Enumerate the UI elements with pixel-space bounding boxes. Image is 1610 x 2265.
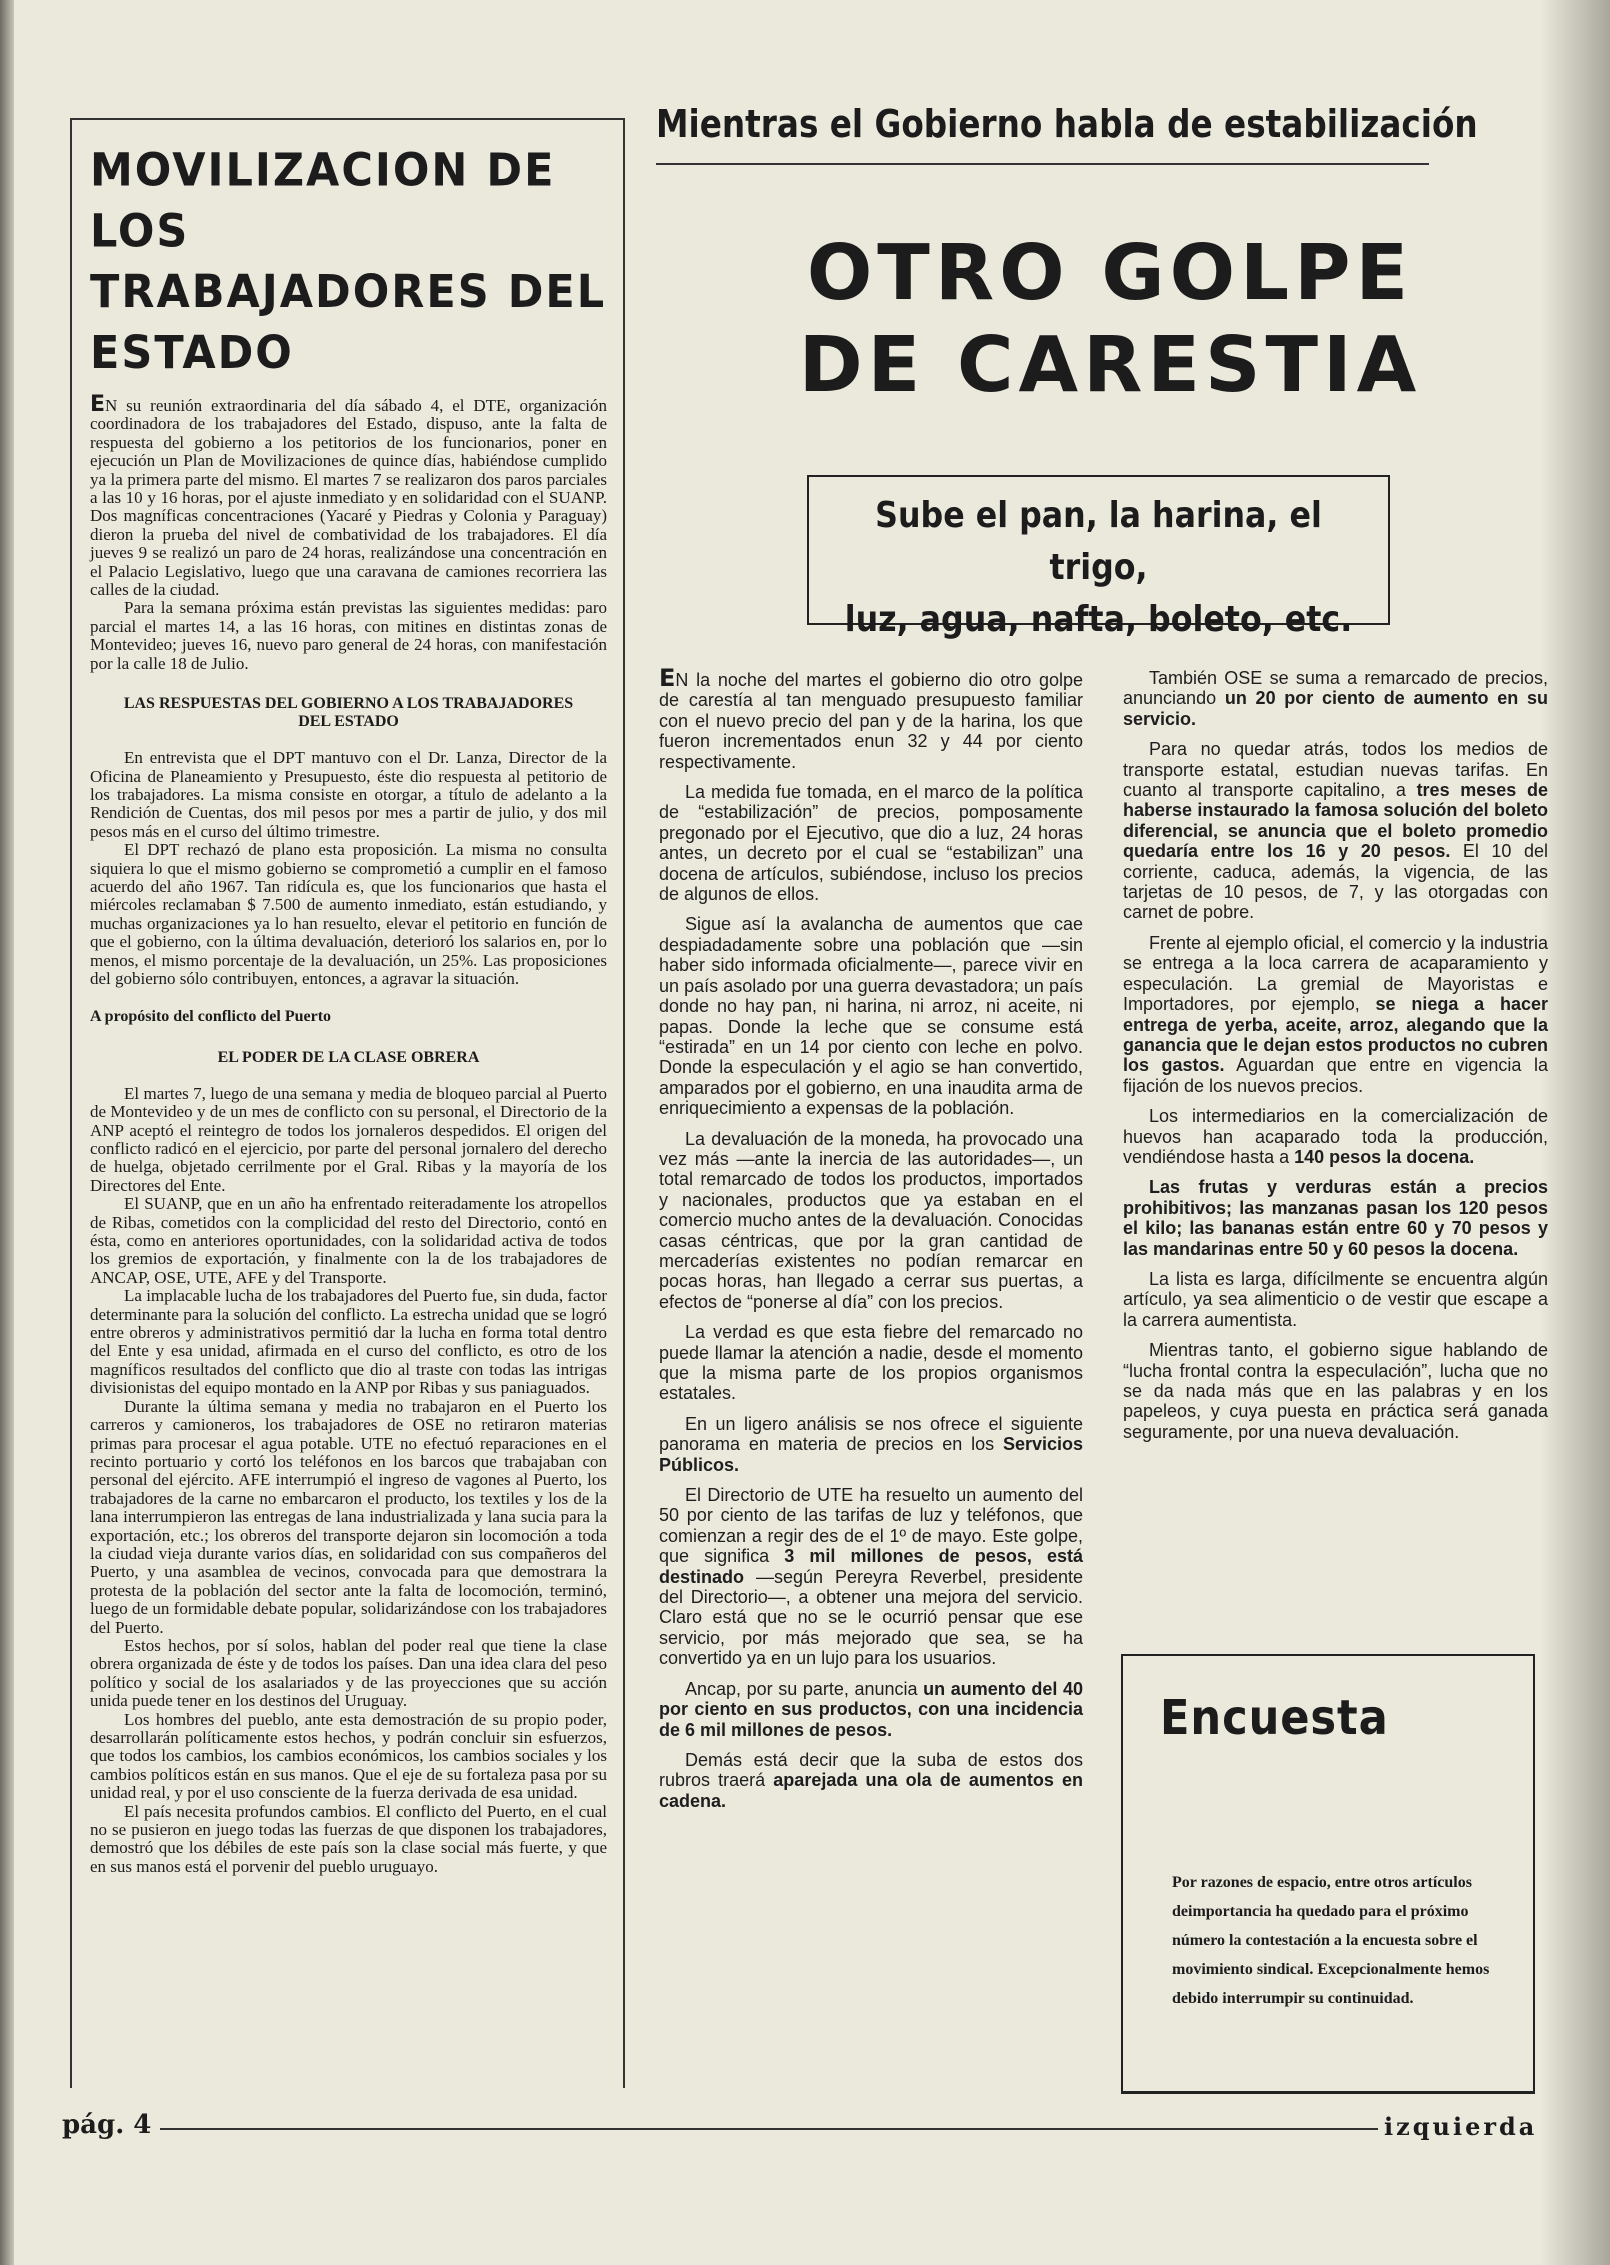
- footer-divider: [160, 2128, 1378, 2130]
- dropcap: E: [90, 392, 106, 417]
- dropcap: E: [659, 664, 676, 692]
- paragraph: Sigue así la avalancha de aumentos que cae despiadadamente sobre una población que —sin haber sido informada oficialmente—, parece vivir en un país asolado por una guerra devastadora; un país donde no hay pan, ni harina, ni arroz, ni aceite, ni papas. Donde la leche que se consume está “estirada” en un 14 por ciento con leche en polvo. Donde la especulación y el agio se han convertido, amparados por el gobierno, en una inaudita arma de enriquecimiento a expensas de la población.: [659, 914, 1083, 1119]
- page-number: pág. 4: [62, 2110, 152, 2140]
- bold-text: 140 pesos la docena.: [1294, 1146, 1475, 1167]
- kicker-headline: Mientras el Gobierno habla de estabilización: [656, 102, 1478, 146]
- paragraph: Estos hechos, por sí solos, hablan del poder real que tiene la clase obrera organizada de éste y de todos los países. Dan una idea clara del peso político y social de los asalariados y de las proyecciones que su acción unida puede tener en los destinos del Uruguay.: [90, 1635, 607, 1711]
- paragraph: [1123, 668, 1548, 729]
- paragraph: [659, 1414, 1083, 1475]
- page-edge-shadow: [0, 0, 14, 2265]
- paragraph: La devaluación de la moneda, ha provocado una vez más —ante la inercia de las autoridades—, un total remarcado de todos los productos, importados y nacionales, productos que ya estaban en el comercio mucho antes de la devaluación. Conocidas casas céntricas, que por la gran cantidad de mercaderías existentes no podían remarcar en pocas horas, han llegado a cerrar sus puertas, a efectos de “ponerse al día” con los precios.: [659, 1128, 1083, 1312]
- bold-text: Servicios Públicos.: [659, 1434, 1083, 1475]
- paragraph: [659, 664, 1083, 772]
- divider: [656, 163, 1429, 165]
- paragraph-text: En un ligero análisis se nos ofrece el siguiente panorama en materia de precios en los: [659, 1413, 1083, 1455]
- section-heading: EL PODER DE LA CLASE OBRERA: [217, 1048, 480, 1066]
- paragraph-text: El 10 del corriente, caduca, además, la vigencia, de las tarjetas de 10 pesos, de 7, y las otorgadas con carnet de pobre.: [1123, 841, 1548, 923]
- publication-name: izquierda: [1384, 2112, 1538, 2141]
- main-headline: [760, 228, 1460, 412]
- paragraph: [90, 392, 607, 600]
- main-headline-line: DE CARESTIA: [798, 321, 1422, 410]
- encuesta-text: Por razones de espacio, entre otros artículos deimportancia ha quedado para el próximo número la contestación a la encuesta sobre el movimiento sindical. Excepcionalmente hemos debido interrumpir su continuidad.: [1172, 1874, 1490, 2007]
- paragraph: El DPT rechazó de plano esta proposición. La misma no consulta siquiera lo que el mismo gobierno se comprometió a cumplir en el famoso acuerdo del año 1967. Tan ridícula es, que los funcionarios que hasta el miércoles reclamaban $ 7.500 de aumento inmediato, están estudiando, y muchas organizaciones ya lo han resuelto, elevar el petitorio en función de que el gobierno, con la última devaluación, deterioró los salarios en, por lo menos, el mismo porcentaje de la devaluación, un 25%. Las proposiciones del gobierno sólo contribuyen, entonces, a agravar la situación.: [90, 840, 607, 988]
- paragraph: Mientras tanto, el gobierno sigue hablando de “lucha frontal contra la especulación”, lucha que no se da nada más que en las palabras y en los papeleos, y cuya puesta en práctica será ganada seguramente, por una nueva devaluación.: [1123, 1340, 1548, 1442]
- left-article: [70, 118, 625, 2088]
- bold-text: un 20 por ciento de aumento en su servicio.: [1123, 688, 1548, 729]
- bold-text: se niega a hacer entrega de yerba, aceite, arroz, alegando que la ganancia que le dejan estos productos no cubren los gastos.: [1123, 994, 1548, 1076]
- bold-text: tres meses de haberse instaurado la famosa solución del boleto diferencial, se anuncia que el boleto promedio quedaría entre los 16 y 20 pesos.: [1123, 780, 1548, 862]
- bold-text: aparejada una ola de aumentos en cadena.: [659, 1770, 1084, 1811]
- bold-text: un aumento del 40 por ciento en sus productos, con una incidencia de 6 mil millones de pesos.: [659, 1678, 1084, 1740]
- paragraph: La medida fue tomada, en el marco de la política de “estabilización” de precios, pomposamente pregonado por el Ejecutivo, que dio a luz, 24 horas antes, un decreto por el cual se “estabilizan” una docena de artículos, subiéndose, incluso los precios de algunos de ellos.: [659, 782, 1083, 905]
- paragraph: En entrevista que el DPT mantuvo con el Dr. Lanza, Director de la Oficina de Planeamiento y Presupuesto, éste dio respuesta al petitorio de los trabajadores. La misma consiste en otorgar, a título de adelanto a la Rendición de Cuentas, dos mil pesos por mes a partir de julio, y dos mil pesos más en el curso del último trimestre.: [90, 748, 607, 841]
- paragraph-text: Los intermediarios en la comercialización de huevos han acaparado toda la producción, vendiéndose hasta a: [1123, 1106, 1548, 1167]
- paragraph: La lista es larga, difícilmente se encuentra algún artículo, ya sea alimenticio o de vestir que escape a la carrera aumentista.: [1123, 1268, 1548, 1330]
- article-column-right: [1123, 668, 1548, 1452]
- paragraph-text: N la noche del martes el gobierno dio otro golpe de carestía al tan menguado presupuesto familiar con el nuevo precio del pan y de la harina, los que fueron incrementados enun 32 y 44 por ciento respectivamente.: [659, 670, 1083, 772]
- paragraph: El martes 7, luego de una semana y media de bloqueo parcial al Puerto de Montevideo y de un mes de conflicto con su personal, el Directorio de la ANP aceptó el reintegro de todos los jornaleros despedidos. El origen del conflicto radicó en el ejercicio, por parte del personal jornalero del derecho de huelga, objetado cerrilmente por el Gral. Ribas y la mayoría de los Directores del Ente.: [90, 1083, 607, 1195]
- paragraph-text: Ancap, por su parte, anuncia: [685, 1678, 924, 1699]
- paragraph: El país necesita profundos cambios. El conflicto del Puerto, en el cual no se pusieron en juego todas las fuerzas de que disponen los trabajadores, demostró que los débiles de este país son la clase social más fuerte, y que en sus manos está el porvenir del pueblo uruguayo.: [90, 1801, 607, 1876]
- paragraph: [1123, 933, 1548, 1096]
- encuesta-title: Encuesta: [1160, 1690, 1389, 1746]
- paragraph-text: —según Pereyra Reverbel, presidente del Directorio—, a obtener una mejora del servicio. Claro está que no se le ocurrió pensar que ese servicio, por más mejorado que sea, se ha convertido ya en un lujo para los usuarios.: [659, 1566, 1083, 1669]
- paragraph: [1123, 1177, 1548, 1259]
- paragraph: Durante la última semana y media no trabajaron en el Puerto los carreros y camioneros, los trabajadores de OSE no retiraron materias primas para procesar el agua potable. UTE no efectuó reparaciones en el recinto portuario y cortó los teléfonos en los barcos que trabajaban con personal del ejército. AFE interrumpió el ingreso de vagones al Puerto, los trabajadores de la carne no embarcaron el producto, los textiles y los de la lana interrumpieron las entregas de lana industrializada y lana sucia para la exportación, etc.; los obreros del transporte dejaron sin locomoción a toda la ciudad vieja durante varios días, en solidaridad con sus compañeros del Puerto, y una asamblea de vecinos, convocada para que demostrara la protesta de la población del sector ante la falta de locomoción, terminó, luego de un formidable debate popular, solidarizándose con los trabajadores del Puerto.: [90, 1396, 607, 1637]
- deck-line: luz, agua, nafta, boleto, etc.: [844, 599, 1353, 640]
- bold-text: Las frutas y verduras están a precios prohibitivos; las manzanas pasan los 120 pesos el kilo; las bananas están entre 60 y 70 pesos y las mandarinas entre 50 y 60 pesos la docena.: [1123, 1177, 1548, 1259]
- main-headline-line: OTRO GOLPE: [806, 229, 1414, 318]
- paragraph-text: Demás está decir que la suba de estos dos rubros traerá: [659, 1749, 1083, 1791]
- deck-text: [842, 490, 1355, 646]
- deck-line: Sube el pan, la harina, el trigo,: [875, 495, 1322, 588]
- paragraph: El SUANP, que en un año ha enfrentado reiteradamente los atropellos de Ribas, cometidos con la complicidad del resto del Directorio, contó en ésta, como en anteriores oportunidades, con la solidaridad activa de todos los gremios de exportación, y finalmente con la de los trabajadores de ANCAP, OSE, UTE, AFE y del Transporte.: [90, 1194, 607, 1287]
- paragraph: La implacable lucha de los trabajadores del Puerto fue, sin duda, factor determinante para la solución del conflicto. La estrecha unidad que se logró entre obreros y administrativos permitió dar la lucha en forma total dentro del Ente y esa unidad, afirmada en el curso del conflicto, es otro de los magníficos resultados del conflicto que dio al traste con todas las intrigas divisionistas del equipo montado en la ANP por Ribas y sus paniaguados.: [90, 1286, 607, 1398]
- paragraph: [1123, 739, 1548, 923]
- left-article-title: MOVILIZACION DE LOS TRABAJADORES DEL ESTADO: [90, 144, 607, 380]
- paragraph: La verdad es que esta fiebre del remarcado no puede llamar la atención a nadie, desde el momento que la misma parte de los propios organismos estatales.: [659, 1322, 1083, 1404]
- paragraph-text: Aguardan que entre en vigencia la fijación de los nuevos precios.: [1123, 1055, 1548, 1096]
- paragraph: [659, 1679, 1083, 1740]
- paragraph-text: Frente al ejemplo oficial, el comercio y la industria se entrega a la loca carrera de acaparamiento y especulación. La gremial de Mayoristas e Importadores, por ejemplo,: [1123, 932, 1548, 1015]
- article-column-middle: [659, 664, 1084, 1821]
- section-heading: LAS RESPUESTAS DEL GOBIERNO A LOS TRABAJADORES DEL ESTADO: [123, 695, 574, 731]
- paragraph-text: También OSE se suma a remarcado de precios, anunciando: [1123, 668, 1548, 709]
- left-article-body: [90, 392, 607, 1876]
- page-edge-right: [1540, 0, 1610, 2265]
- bold-text: 3 mil millones de pesos, está destinado: [659, 1546, 1083, 1587]
- paragraph: [1123, 1106, 1548, 1167]
- paragraph: Para la semana próxima están previstas las siguientes medidas: paro parcial el martes 14, a las 16 horas, con mitines en distintas zonas de Montevideo; jueves 16, nuevo paro general de 24 horas, con manifestación por la calle 18 de Julio.: [90, 598, 607, 673]
- section-heading: A propósito del conflicto del Puerto: [90, 1008, 332, 1026]
- paragraph: [659, 1750, 1083, 1811]
- paragraph: [659, 1485, 1083, 1669]
- paragraph-text: El Directorio de UTE ha resuelto un aumento del 50 por ciento de las tarifas de luz y teléfonos, que comienzan a regir des de el 1º de mayo. Este golpe, que significa: [659, 1485, 1083, 1567]
- paragraph-text: Para no quedar atrás, todos los medios de transporte estatal, estudian nuevas tarifas. En cuanto al transporte capitalino, a: [1123, 739, 1548, 801]
- paragraph: Los hombres del pueblo, ante esta demostración de su propio poder, desarrollarán políticamente estos hechos, y podrán concluir sin esfuerzos, que todos los cambios, los cambios económicos, los cambios sociales y los cambios políticos están en sus manos. Que el eje de su fortaleza pasa por su unidad real, y por el uso consciente de la fuerza derivada de esa unidad.: [90, 1709, 607, 1803]
- paragraph-text: N su reunión extraordinaria del día sábado 4, el DTE, organización coordinadora de los trabajadores del Estado, dispuso, ante la falta de respuesta del gobierno a los petitorios de los funcionarios, poner en ejecución un Plan de Movilizaciones de quince días, habiéndose cumplido ya la primera parte del mismo. El martes 7 se realizaron dos paros parciales a las 10 y 16 horas, por el ajuste inmediato y en solidaridad con el SUANP. Dos magníficas concentraciones (Yacaré y Piedras y Colonia y Paraguay) dieron la prueba del nivel de combatividad de los trabajadores. El día jueves 9 se realizó un paro de 24 horas, realizándose una concentración en el Palacio Legislativo, luego que una caravana de camiones recorriera las calles de la ciudad.: [90, 396, 607, 600]
